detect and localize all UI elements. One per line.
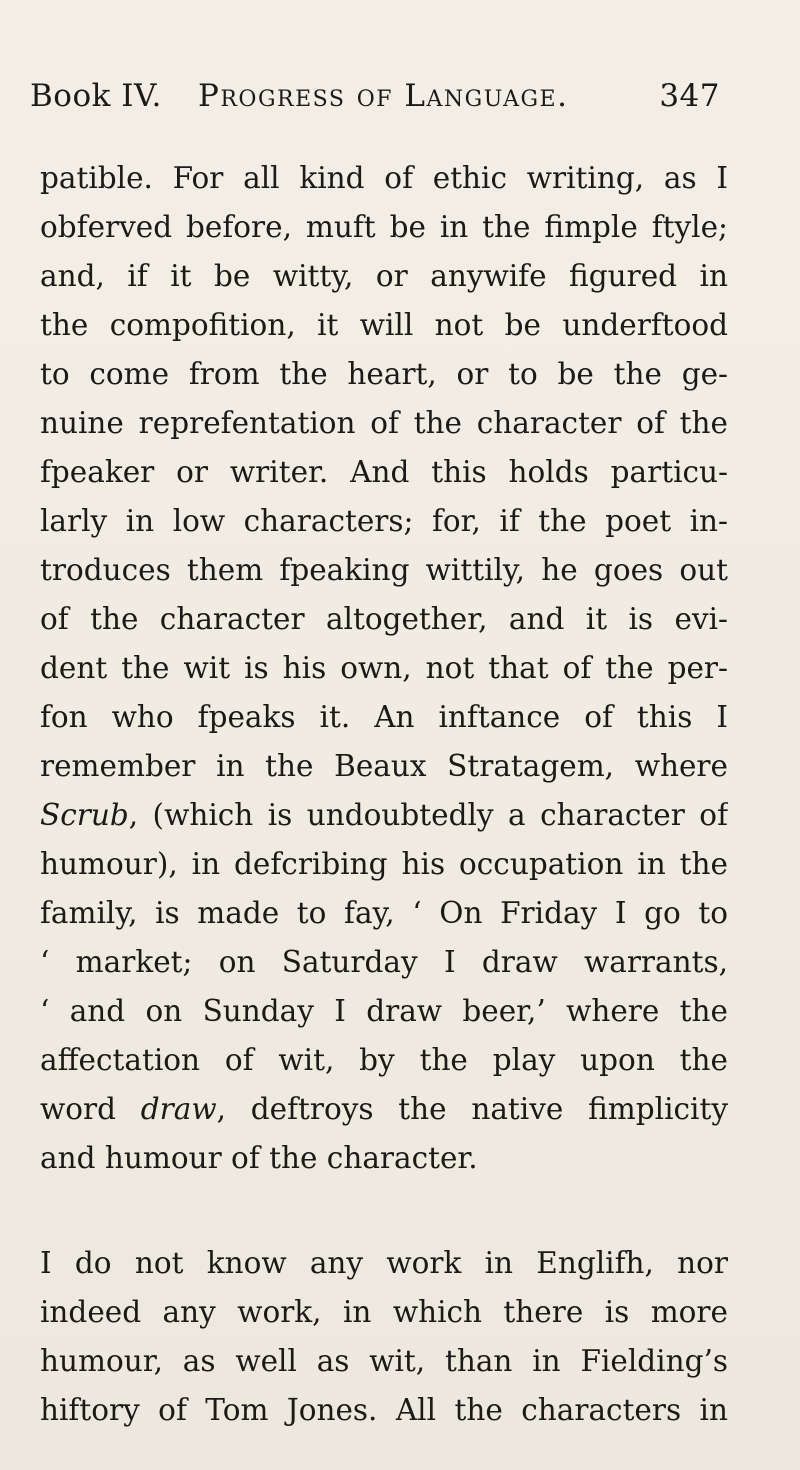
text-line: fon who fpeaks it. An inftance of this I [40, 700, 728, 734]
text-line: hiftory of Tom Jones. All the characters in [40, 1393, 728, 1427]
text-line: humour, as well as wit, than in Fielding’s [40, 1344, 728, 1378]
text-line: family, is made to fay, ‘ On Friday I go to [40, 896, 728, 930]
text-line: humour), in defcribing his occupation in the [40, 847, 728, 881]
chapter-title: Progress of Language. [198, 78, 569, 114]
text-line [40, 791, 728, 840]
text-line: indeed any work, in which there is more [40, 1295, 728, 1329]
text-line: ‘ market; on Saturday I draw warrants, [40, 945, 728, 979]
text-line: the compofition, it will not be underftood [40, 308, 728, 342]
paragraph-gap [40, 1183, 728, 1239]
italic-name-scrub: Scrub [40, 798, 129, 832]
running-header [30, 78, 720, 118]
text-line: fpeaker or writer. And this holds particu- [40, 455, 728, 489]
text-line: patible. For all kind of ethic writing, as I [40, 161, 728, 195]
text-line: dent the wit is his own, not that of the per- [40, 651, 728, 685]
text-line: I do not know any work in Englifh, nor [40, 1246, 728, 1280]
text-line: obferved before, muft be in the fimple ftyle; [40, 210, 728, 244]
text-segment: , (which is undoubtedly a character of [128, 798, 728, 832]
text-line: of the character altogether, and it is evi- [40, 602, 728, 636]
text-segment: word [40, 1092, 141, 1126]
italic-word-draw: draw [140, 1092, 217, 1126]
page-number: 347 [659, 78, 720, 114]
paragraph-2 [40, 1239, 728, 1435]
text-line: affectation of wit, by the play upon the [40, 1043, 728, 1077]
book-number: Book IV. [30, 78, 162, 114]
text-line: ‘ and on Sunday I draw beer,’ where the [40, 994, 728, 1028]
text-line: nuine reprefentation of the character of the [40, 406, 728, 440]
text-line: and, if it be witty, or anywife figured in [40, 259, 728, 293]
paragraph-1 [40, 154, 728, 1183]
text-line [40, 1085, 728, 1134]
text-line: and humour of the character. [40, 1141, 478, 1175]
text-line: larly in low characters; for, if the poet in- [40, 504, 728, 538]
text-line: remember in the Beaux Stratagem, where [40, 749, 728, 783]
text-line: troduces them fpeaking wittily, he goes out [40, 553, 728, 587]
text-segment: , deftroys the native fimplicity [216, 1092, 728, 1126]
text-line: to come from the heart, or to be the ge- [40, 357, 728, 391]
body-text [40, 154, 728, 1435]
